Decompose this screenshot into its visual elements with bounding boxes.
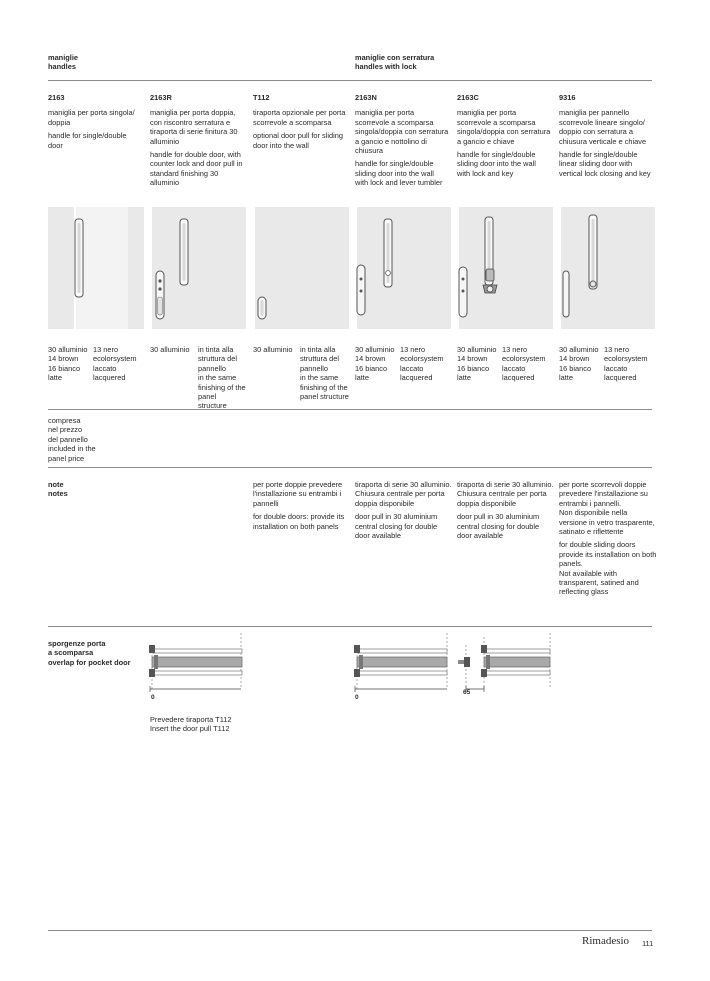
overlap-diagram-2163r	[146, 633, 246, 705]
photo-t112	[253, 207, 349, 329]
product-2163n	[355, 93, 449, 192]
photo-9316	[559, 207, 655, 329]
finish-list: 13 nero ecolorsystem laccato lacquered	[502, 345, 546, 383]
divider	[48, 626, 652, 627]
handle-illustration	[48, 207, 144, 329]
section-title-handles	[48, 53, 78, 72]
overlap-title	[48, 639, 131, 667]
description-it: tiraporta opzionale per porta scorrevole a scomparsa	[253, 108, 346, 127]
product-t112	[253, 93, 347, 154]
photo-2163n	[355, 207, 451, 329]
note-en: for double sliding doors provide its installation on both panels. Not available with transparent, satined and reflecting glass	[559, 540, 657, 597]
dimension-zero-label: 0	[151, 694, 155, 701]
handle-key-illustration	[457, 207, 553, 329]
brand-logo: Rimadesio	[582, 935, 630, 947]
description-it: maniglia per porta singola/ doppia	[48, 108, 135, 127]
photo-2163r	[150, 207, 246, 329]
note-t112	[253, 480, 351, 535]
note-2163c	[457, 480, 555, 544]
product-code: 2163	[48, 93, 65, 102]
handle-vertical-lock-illustration	[559, 207, 655, 329]
description-it: maniglia per porta doppia, con riscontro serratura e tiraporta di serie finitura 30 alluminio	[150, 108, 238, 146]
finish-list: 13 nero ecolorsystem laccato lacquered	[400, 345, 444, 383]
finish-list: 13 nero ecolorsystem laccato lacquered	[93, 345, 137, 383]
notes-label-en: notes	[48, 489, 68, 499]
footer-divider	[48, 930, 652, 931]
dimension-zero-label: 0	[355, 694, 359, 701]
note-it: tiraporta di serie 30 alluminio. Chiusura centrale per porta doppia disponibile	[355, 480, 452, 508]
description-en: handle for single/double door	[48, 131, 127, 150]
description-en: handle for single/double sliding door into the wall with lock and lever tumbler	[355, 159, 443, 188]
finish-list: 30 alluminio 14 brown 16 bianco latte	[355, 345, 395, 383]
finish-list: in tinta alla struttura del pannello in the same finishing of the panel structure	[198, 345, 246, 411]
handle-illustration	[150, 207, 246, 329]
description-it: maniglia per porta scorrevole a scomparsa singola/doppia con serratura a gancio e nottolino di chiusura	[355, 108, 449, 156]
title-it: maniglie	[48, 53, 78, 62]
overlap-title-line: overlap for pocket door	[48, 657, 131, 667]
page-number: 111	[642, 939, 654, 948]
finish-list: 30 alluminio	[253, 345, 293, 354]
overlap-instruction	[150, 715, 231, 734]
finish-list: 30 alluminio	[150, 345, 190, 354]
finish-list: in tinta alla struttura del pannello in the same finishing of the panel structure	[300, 345, 349, 402]
notes-label-it: note	[48, 480, 64, 489]
product-code: 2163R	[150, 93, 172, 102]
product-code: T112	[253, 93, 270, 102]
section-title-handles-lock	[355, 53, 434, 72]
divider	[48, 80, 652, 81]
door-pull-illustration	[253, 207, 349, 329]
instruction-en: Insert the door pull T112	[150, 724, 230, 734]
title-it: maniglie con serratura	[355, 53, 435, 62]
finish-list: 30 alluminio 14 brown 16 bianco latte	[48, 345, 88, 383]
description-en: handle for double door, with counter lock and door pull in standard finishing 30 alluminio	[150, 150, 243, 188]
price-note: compresa nel prezzo del pannello included in the panel price	[48, 416, 96, 463]
title-en: handles with lock	[355, 62, 417, 72]
dimension-65-label: 65	[463, 689, 471, 696]
note-en: door pull in 30 aluminium central closing for double door available	[457, 512, 540, 541]
note-it: per porte doppie prevedere l'installazione su entrambi i pannelli	[253, 480, 343, 508]
overlap-title-line: a scomparsa	[48, 648, 94, 658]
title-en: handles	[48, 62, 76, 72]
description-en: handle for single/double sliding door into the wall with lock and key	[457, 150, 536, 178]
divider	[48, 409, 652, 410]
description-en: optional door pull for sliding door into the wall	[253, 131, 343, 150]
product-9316	[559, 93, 653, 182]
overlap-diagram-2163n	[351, 633, 451, 705]
product-2163	[48, 93, 142, 154]
product-2163r	[150, 93, 244, 192]
note-en: for double doors: provide its installation on both panels	[253, 512, 345, 531]
handle-lock-illustration	[355, 207, 451, 329]
note-9316	[559, 480, 657, 601]
description-it: maniglia per pannello scorrevole lineare singolo/ doppio con serratura a chiusura verticale e chiave	[559, 108, 647, 146]
photo-2163c	[457, 207, 553, 329]
note-it: tiraporta di serie 30 alluminio. Chiusura centrale per porta doppia disponibile	[457, 480, 554, 508]
product-2163c	[457, 93, 551, 182]
divider	[48, 467, 652, 468]
finish-list: 13 nero ecolorsystem laccato lacquered	[604, 345, 648, 383]
instruction-it: Prevedere tiraporta T112	[150, 715, 232, 724]
product-code: 9316	[559, 93, 576, 102]
photo-2163	[48, 207, 144, 329]
description-en: handle for single/double linear sliding door with vertical lock closing and key	[559, 150, 651, 178]
product-code: 2163N	[355, 93, 377, 102]
finish-list: 30 alluminio 14 brown 16 bianco latte	[457, 345, 497, 383]
finish-list: 30 alluminio 14 brown 16 bianco latte	[559, 345, 599, 383]
product-code: 2163C	[457, 93, 479, 102]
note-en: door pull in 30 aluminium central closing for double door available	[355, 512, 438, 541]
note-2163n	[355, 480, 453, 544]
notes-label	[48, 480, 68, 499]
note-it: per porte scorrevoli doppie prevedere l'installazione su entrambi i pannelli. Non disponibile nella versione in vetro trasparente, satinato e riflettente	[559, 480, 655, 537]
overlap-title-line: sporgenze porta	[48, 639, 106, 648]
description-it: maniglia per porta scorrevole a scomparsa singola/doppia con serratura a gancio e chiave	[457, 108, 551, 146]
